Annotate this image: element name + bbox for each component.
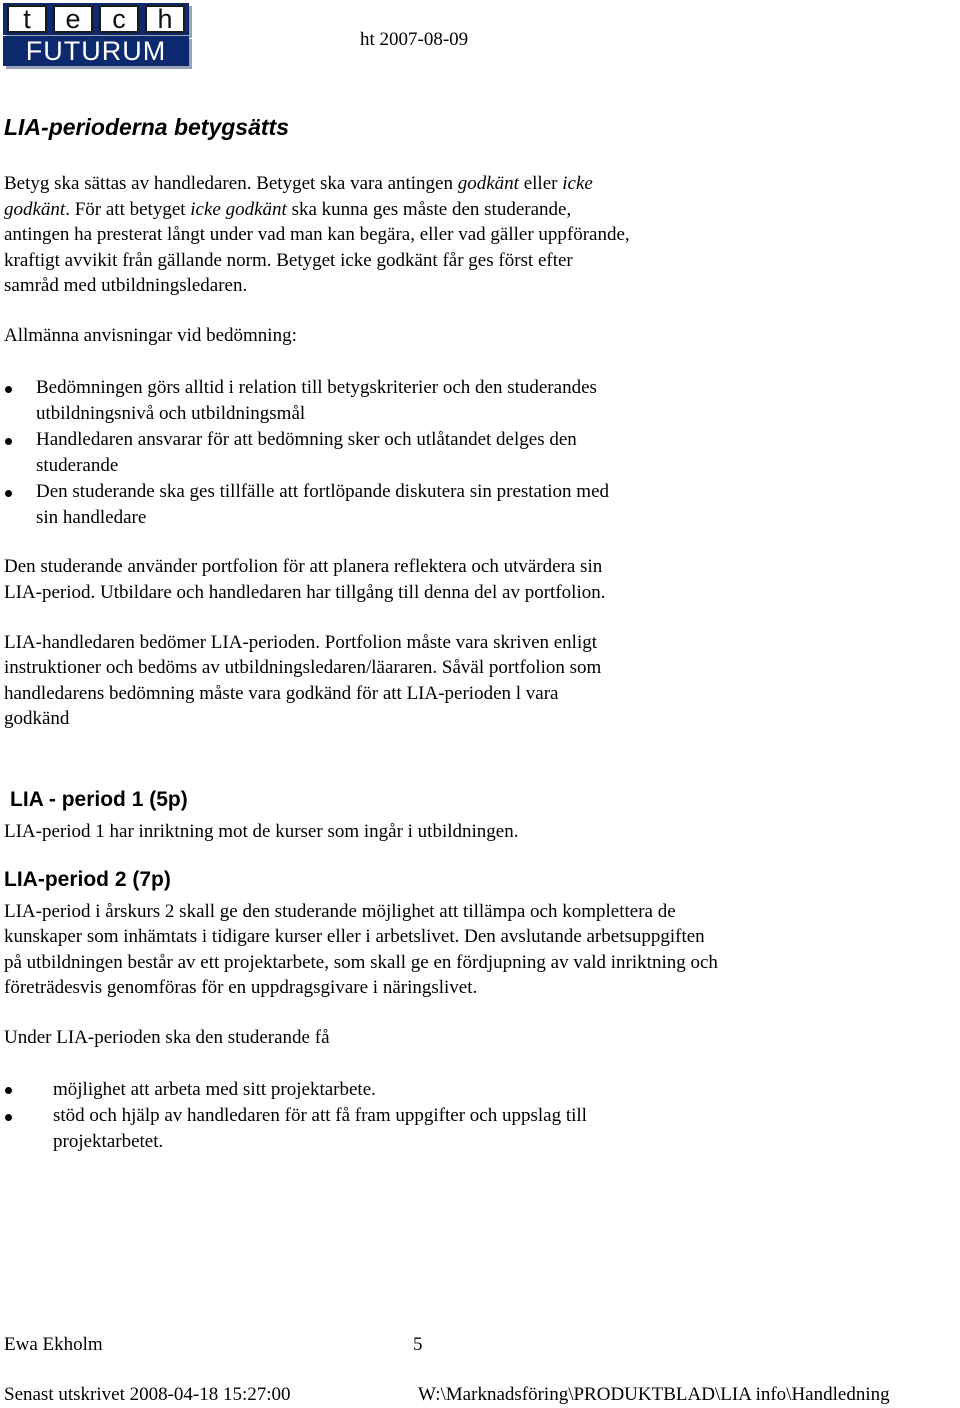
logo-letter: t	[7, 5, 47, 33]
assess-line3: handledarens bedömning måste vara godkänd för att LIA-perioden l vara	[4, 683, 559, 704]
para1-line4: kraftigt avvikit från gällande norm. Betyget icke godkänt får ges först efter	[4, 250, 573, 271]
guideline-item-2-line2: studerande	[36, 455, 119, 476]
guideline-item-1-line2: utbildningsnivå och utbildningsmål	[36, 403, 306, 424]
portfolio-line2: LIA-period. Utbildare och handledaren har tillgång till denna del av portfolion.	[4, 582, 606, 603]
assess-line1: LIA-handledaren bedömer LIA-perioden. Portfolion måste vara skriven enligt	[4, 632, 598, 653]
para1-line2: godkänt. För att betyget icke godkänt ska kunna ges måste den studerande,	[4, 199, 572, 220]
page-title: LIA-perioderna betygsätts	[4, 114, 289, 140]
techfuturum-logo	[3, 3, 192, 69]
para1-line1: Betyg ska sättas av handledaren. Betyget ska vara antingen godkänt eller icke	[4, 173, 593, 194]
guideline-item-3-line1: Den studerande ska ges tillfälle att fortlöpande diskutera sin prestation med	[36, 481, 609, 502]
logo-letter: h	[145, 5, 185, 33]
bullet-icon	[5, 1087, 12, 1094]
header-date: ht 2007-08-09	[360, 29, 469, 50]
student-item-1: möjlighet att arbeta med sitt projektarbete.	[53, 1079, 376, 1100]
bullet-icon	[5, 1114, 12, 1121]
student-intro: Under LIA-perioden ska den studerande få	[4, 1027, 330, 1048]
para1-line5: samråd med utbildningsledaren.	[4, 275, 248, 296]
portfolio-line1: Den studerande använder portfolion för att planera reflektera och utvärdera sin	[4, 556, 603, 577]
period1-text: LIA-period 1 har inriktning mot de kurser som ingår i utbildningen.	[4, 821, 519, 842]
footer-printed-date: Senast utskrivet 2008-04-18 15:27:00	[4, 1384, 291, 1405]
footer-file-path: W:\Marknadsföring\PRODUKTBLAD\LIA info\Handledning	[418, 1384, 890, 1405]
period1-heading: LIA - period 1 (5p)	[10, 788, 188, 811]
guideline-item-2-line1: Handledaren ansvarar för att bedömning sker och utlåtandet delges den	[36, 429, 577, 450]
bullet-icon	[5, 386, 12, 393]
guidelines-intro: Allmänna anvisningar vid bedömning:	[4, 325, 297, 346]
student-item-2-line1: stöd och hjälp av handledaren för att få fram uppgifter och uppslag till	[53, 1105, 587, 1126]
guideline-item-3-line2: sin handledare	[36, 507, 147, 528]
period2-heading: LIA-period 2 (7p)	[4, 868, 171, 891]
logo-letter: c	[99, 5, 139, 33]
footer-author: Ewa Ekholm	[4, 1334, 103, 1355]
footer-page-number: 5	[413, 1334, 423, 1355]
bullet-icon	[5, 490, 12, 497]
assess-line4: godkänd	[4, 708, 70, 729]
logo-letter: e	[53, 5, 93, 33]
bullet-icon	[5, 438, 12, 445]
logo-word: FUTURUM	[3, 36, 189, 66]
period2-line2: kunskaper som inhämtats i tidigare kurser eller i arbetslivet. Den avslutande arbetsuppgiften	[4, 926, 705, 947]
assess-line2: instruktioner och bedöms av utbildningsledaren/läararen. Såväl portfolion som	[4, 657, 602, 678]
period2-line4: företrädesvis genomföras för en uppdragsgivare i näringslivet.	[4, 977, 478, 998]
period2-line3: på utbildningen består av ett projektarbete, som skall ge en fördjupning av vald inriktning och	[4, 952, 718, 973]
guideline-item-1-line1: Bedömningen görs alltid i relation till betygskriterier och den studerandes	[36, 377, 597, 398]
period2-line1: LIA-period i årskurs 2 skall ge den studerande möjlighet att tillämpa och komplettera de	[4, 901, 676, 922]
para1-line3: antingen ha presterat långt under vad man kan begära, eller vad gäller uppförande,	[4, 224, 630, 245]
student-item-2-line2: projektarbetet.	[53, 1131, 164, 1152]
